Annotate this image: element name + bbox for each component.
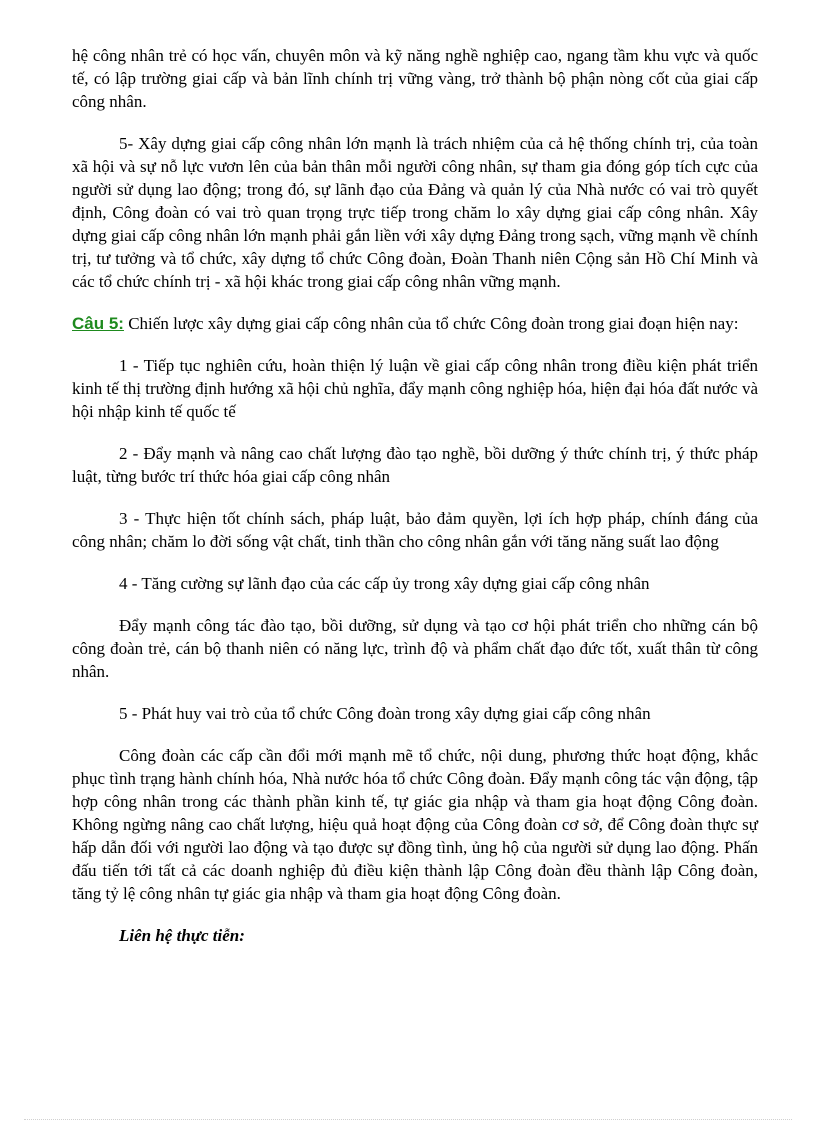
- question-text: Chiến lược xây dựng giai cấp công nhân của tổ chức Công đoàn trong giai đoạn hiện nay:: [123, 314, 739, 333]
- strategy-item-4-detail: Đẩy mạnh công tác đào tạo, bồi dưỡng, sử dụng và tạo cơ hội phát triển cho những cán bộ công đoàn trẻ, cán bộ thanh niên có năng lực, trình độ và phẩm chất đạo đức tốt, xuất thân từ công nhân.: [72, 616, 758, 681]
- strategy-item-5-detail: Công đoàn các cấp cần đổi mới mạnh mẽ tổ chức, nội dung, phương thức hoạt động, khắc phục tình trạng hành chính hóa, Nhà nước hóa tổ chức Công đoàn. Đẩy mạnh công tác vận động, tập hợp công nhân trong các thành phần kinh tế, tự giác gia nhập và tham gia hoạt động Công đoàn. Không ngừng nâng cao chất lượng, hiệu quả hoạt động của Công đoàn cơ sở, để Công đoàn thực sự hấp dẫn đối với người lao động và tạo được sự đồng tình, ủng hộ của người sử dụng lao động. Phấn đấu tiến tới tất cả các doanh nghiệp đủ điều kiện thành lập Công đoàn đều thành lập Công đoàn, tăng tỷ lệ công nhân tự giác gia nhập và tham gia hoạt động Công đoàn.: [72, 746, 758, 903]
- question-label: Câu 5:: [72, 314, 124, 333]
- paragraph-point-5: 5- Xây dựng giai cấp công nhân lớn mạnh là trách nhiệm của cả hệ thống chính trị, của toàn xã hội và sự nỗ lực vươn lên của bản thân mỗi người công nhân, sự tham gia đóng góp tích cực của người sử dụng lao động; trong đó, sự lãnh đạo của Đảng và quản lý của Nhà nước có vai trò quyết định, Công đoàn có vai trò quan trọng trực tiếp trong chăm lo xây dựng giai cấp công nhân. Xây dựng giai cấp công nhân lớn mạnh phải gắn liền với xây dựng Đảng trong sạch, vững mạnh về chính trị, tư tưởng và tổ chức, xây dựng tổ chức Công đoàn, Đoàn Thanh niên Cộng sản Hồ Chí Minh và các tổ chức chính trị - xã hội khác trong giai cấp công nhân vững mạnh.: [72, 134, 758, 291]
- strategy-item-1: 1 - Tiếp tục nghiên cứu, hoàn thiện lý luận về giai cấp công nhân trong điều kiện phát triển kinh tế thị trường định hướng xã hội chủ nghĩa, đẩy mạnh công nghiệp hóa, hiện đại hóa đất nước và hội nhập kinh tế quốc tế: [72, 356, 758, 421]
- document-page: [72, 44, 758, 964]
- practice-heading: Liên hệ thực tiễn:: [119, 926, 245, 945]
- strategy-item-3: 3 - Thực hiện tốt chính sách, pháp luật, bảo đảm quyền, lợi ích hợp pháp, chính đáng của công nhân; chăm lo đời sống vật chất, tinh thần cho công nhân gắn với tăng năng suất lao động: [72, 509, 758, 551]
- strategy-item-5: 5 - Phát huy vai trò của tổ chức Công đoàn trong xây dựng giai cấp công nhân: [119, 704, 651, 723]
- paragraph-continuation: hệ công nhân trẻ có học vấn, chuyên môn và kỹ năng nghề nghiệp cao, ngang tầm khu vực và quốc tế, có lập trường giai cấp và bản lĩnh chính trị vững vàng, trở thành bộ phận nòng cốt của giai cấp công nhân.: [72, 46, 758, 111]
- question-heading: [72, 312, 758, 335]
- strategy-item-4: 4 - Tăng cường sự lãnh đạo của các cấp ủy trong xây dựng giai cấp công nhân: [119, 574, 650, 593]
- page-bottom-divider: [24, 1119, 792, 1120]
- strategy-item-2: 2 - Đẩy mạnh và nâng cao chất lượng đào tạo nghề, bồi dưỡng ý thức chính trị, ý thức pháp luật, từng bước trí thức hóa giai cấp công nhân: [72, 444, 758, 486]
